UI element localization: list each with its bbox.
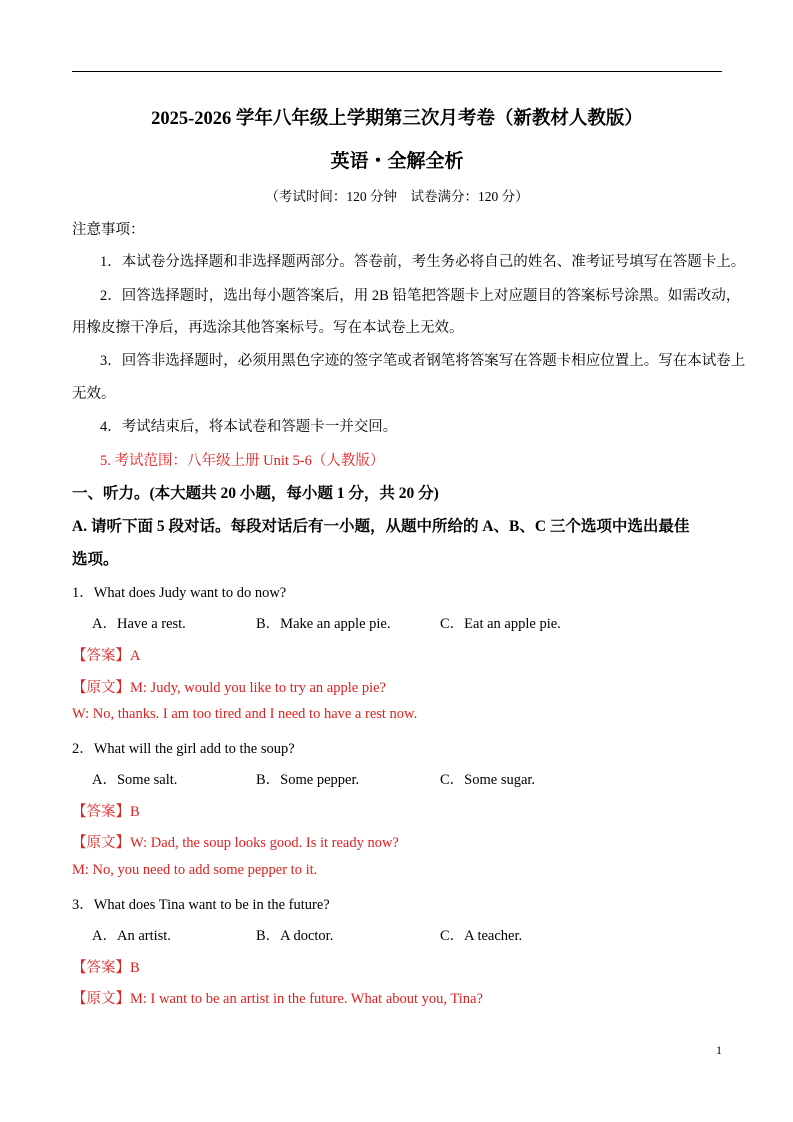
question-1-option-c: C．Eat an apple pie. [440,616,561,632]
question-3-option-a: A．An artist. [92,928,171,944]
question-2-script-line2: M: No, you need to add some pepper to it. [72,862,318,878]
note-item-2-line1: 2．回答选择题时，选出每小题答案后，用 2B 铅笔把答题卡上对应题目的答案标号涂黑。如需改动， [100,288,741,304]
question-2-option-c: C．Some sugar. [440,772,536,788]
question-1-option-b: B．Make an apple pie. [256,616,391,632]
section-1-heading: 一、听力。(本大题共 20 小题，每小题 1 分，共 20 分) [72,485,439,502]
note-item-3-line2: 无效。 [72,386,116,402]
notes-heading: 注意事项： [72,222,145,238]
question-3-option-b: B．A doctor. [256,928,334,944]
question-3-script-line1: 【原文】M: I want to be an artist in the future. What about you, Tina? [72,991,483,1007]
note-item-2-line2: 用橡皮擦干净后，再选涂其他答案标号。写在本试卷上无效。 [72,320,464,336]
note-item-5-exam-scope: 5. 考试范围：八年级上册 Unit 5-6（人教版） [100,453,385,469]
page-number: 1 [716,1043,722,1057]
part-a-instruction-line1: A. 请听下面 5 段对话。每段对话后有一小题，从题中所给的 A、B、C 三个选项中选出最佳 [72,518,690,535]
question-1-script-line1: 【原文】M: Judy, would you like to try an apple pie? [72,680,386,696]
note-item-3-line1: 3．回答非选择题时，必须用黑色字迹的签字笔或者钢笔将答案写在答题卡相应位置上。写在本试卷上 [100,353,746,369]
exam-subtitle: 英语・全解全析 [330,151,464,172]
question-1-answer: 【答案】A [72,648,141,664]
exam-time-info: （考试时间：120 分钟 试卷满分：120 分） [265,189,529,204]
question-3-option-c: C．A teacher. [440,928,523,944]
question-1-stem: 1．What does Judy want to do now? [72,585,287,601]
question-2-script-line1: 【原文】W: Dad, the soup looks good. Is it ready now? [72,835,399,851]
header-rule [72,71,722,72]
question-1-script-line2: W: No, thanks. I am too tired and I need to have a rest now. [72,706,418,722]
part-a-instruction-line2: 选项。 [72,551,119,568]
exam-title: 2025-2026 学年八年级上学期第三次月考卷（新教材人教版） [151,109,643,129]
question-3-stem: 3．What does Tina want to be in the future? [72,897,330,913]
question-2-option-a: A．Some salt. [92,772,178,788]
note-item-4: 4．考试结束后，将本试卷和答题卡一并交回。 [100,419,398,435]
question-1-option-a: A．Have a rest. [92,616,186,632]
question-3-answer: 【答案】B [72,960,140,976]
question-2-stem: 2．What will the girl add to the soup? [72,741,295,757]
note-item-1: 1．本试卷分选择题和非选择题两部分。答卷前，考生务必将自己的姓名、准考证号填写在答题卡上。 [100,254,746,270]
question-2-option-b: B．Some pepper. [256,772,360,788]
question-2-answer: 【答案】B [72,804,140,820]
